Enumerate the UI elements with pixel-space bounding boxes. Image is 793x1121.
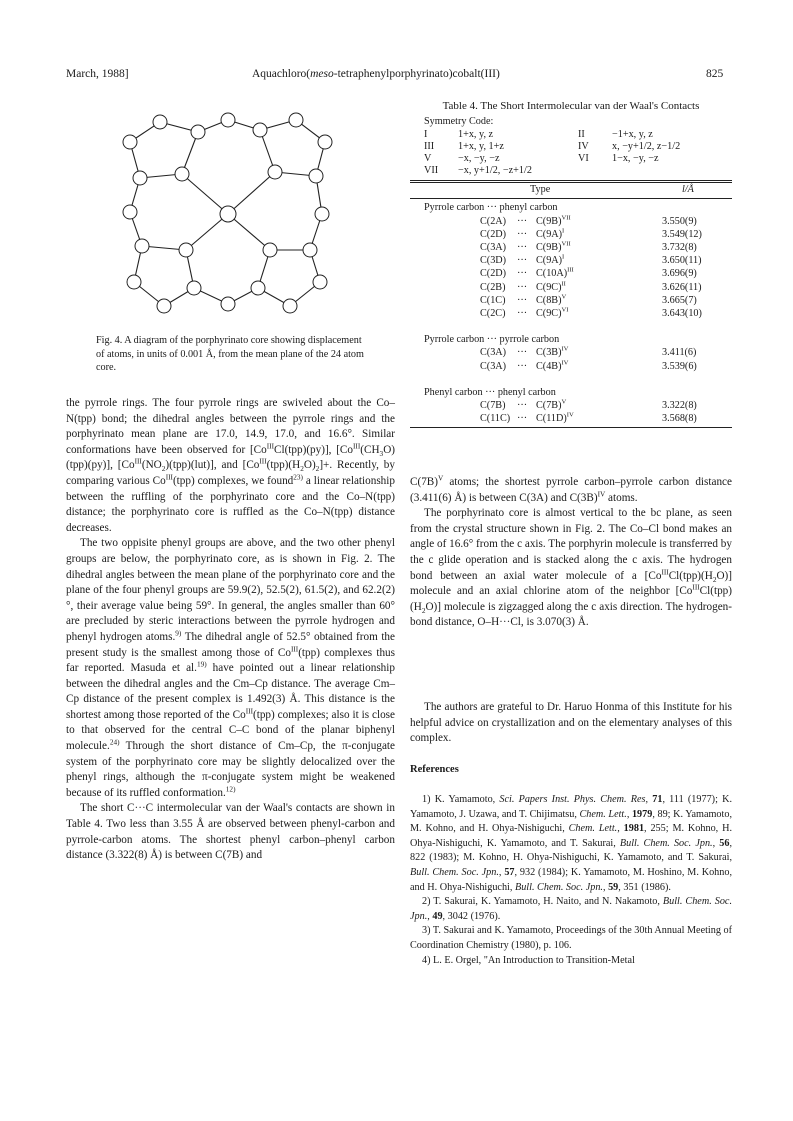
porphyrin-core-svg — [110, 100, 360, 332]
contact-dots: ··· — [517, 215, 528, 227]
contact-dots: ··· — [517, 281, 528, 293]
contact-dots: ··· — [517, 268, 528, 280]
contact-dots: ··· — [517, 413, 528, 425]
contact-dots: ··· — [517, 242, 528, 253]
col-distance-header: l/Å — [682, 184, 694, 196]
symmetry-code-title: Symmetry Code: — [424, 116, 494, 128]
symmetry-operation: 1−x, −y, −z — [612, 153, 659, 165]
contact-dots: ··· — [517, 360, 528, 372]
contact-distance: 3.539(6) — [662, 360, 697, 372]
symmetry-code: II — [578, 128, 585, 140]
col-type-header: Type — [530, 184, 551, 196]
acknowledgement: The authors are grateful to Dr. Haruo Honma of this Institute for his helpful advice on crystallization and on the elementary analyses of this complex. — [410, 701, 732, 745]
contact-dots: ··· — [517, 255, 528, 267]
atom-2: $C(9C)^{II}$ — [536, 280, 566, 293]
figure-4-caption: Fig. 4. A diagram of the porphyrinato core showing displacement of atoms, in units of 0.001 Å, from the mean plane of the 24 atom core. — [96, 335, 364, 374]
contact-group-title: Phenyl carbon ··· phenyl carbon — [424, 386, 556, 398]
symmetry-code-table — [424, 129, 732, 178]
reference-item: 4) L. E. Orgel, "An Introduction to Transition-Metal — [422, 954, 635, 966]
contact-row — [410, 360, 732, 373]
contact-group-title: Pyrrole carbon ··· pyrrole carbon — [424, 334, 560, 346]
table-4-title: Table 4. The Short Intermolecular van der Waal's Contacts — [442, 100, 700, 112]
page-number: 825 — [706, 68, 724, 80]
contact-row — [410, 412, 732, 425]
contact-row — [410, 294, 732, 307]
atom-1: C(11C) — [480, 413, 511, 425]
contact-dots: ··· — [517, 228, 528, 240]
atom-1: C(2B) — [480, 281, 506, 293]
contact-dots: ··· — [517, 294, 528, 306]
right-column-text — [410, 475, 732, 631]
atom-2: $C(9B)^{VII}$ — [536, 214, 571, 227]
atom-1: C(2D) — [480, 228, 507, 240]
contact-distance: 3.665(7) — [662, 294, 697, 306]
atom-1: C(2A) — [480, 215, 507, 227]
contact-row — [410, 307, 732, 320]
left-column-text — [66, 396, 395, 864]
paragraph: The porphyrinato core is almost vertical to the bc plane, as seen from the crystal structure shown in Fig. 2. The Co–Cl bond makes an angle of 16.6° from the c axis. The porphyrin molecule is transferred by the c glide operation and is stacked along the c axis. The hydrogen bond between an axial water molecule of a $[Co^{III}Cl(tpp)(H_2O)]$ molecule and an axial chlorine atom of the neighbor $[Co^{III}Cl(tpp)(H_2O)]$ molecule is zigzagged along the c axis direction. The hydrogen-bond distance, O–H···Cl, is 3.070(3) Å. — [410, 507, 732, 629]
contact-dots: ··· — [517, 399, 528, 411]
contact-dots: ··· — [517, 307, 528, 319]
running-head-left: March, 1988] — [66, 68, 129, 80]
symmetry-code — [578, 165, 612, 177]
contact-distance: 3.696(9) — [662, 268, 697, 280]
symmetry-code: VI — [578, 153, 589, 165]
atom-2: $C(10A)^{III}$ — [536, 266, 574, 280]
contact-row — [410, 215, 732, 228]
reference-item: 1) K. Yamamoto, Sci. Papers Inst. Phys. Chem. Res, 71, 111 (1977); K. Yamamoto, J. Uzawa, and T. Chijimatsu, Chem. Lett., 1979, 89; K. Yamamoto, M. Kohno, and H. Ohya-Nishiguchi, Chem. Lett., 1981, 255; M. Kohno, H. Ohya-Nishiguchi, K. Yamamoto, and T. Sakurai, Bull. Chem. Soc. Jpn., 56, 822 (1983); M. Kohno, H. Ohya-Nishiguchi, K. Yamamoto, and T. Sakurai, Bull. Chem. Soc. Jpn., 57, 932 (1984); K. Yamamoto, M. Hoshino, M. Kohno, and H. Ohya-Nishiguchi, Bull. Chem. Soc. Jpn., 59, 351 (1986). — [410, 794, 733, 893]
symmetry-code: VII — [424, 165, 439, 177]
contact-row — [410, 346, 732, 359]
contact-distance: 3.322(8) — [662, 399, 697, 411]
symmetry-operation: −x, −y, −z — [458, 153, 500, 165]
symmetry-row — [424, 141, 732, 153]
running-head-title: Aquachloro(meso-tetraphenylporphyrinato)cobalt(III) — [252, 68, 500, 80]
contact-row — [410, 267, 732, 280]
contact-distance: 3.650(11) — [662, 255, 702, 267]
atom-1: C(1C) — [480, 294, 506, 306]
paragraph: the pyrrole rings. The four pyrrole rings are swiveled about the Co–N(tpp) bond; the dihedral angles between the pyrrole rings and the porphyrinato mean plane are 17.0, 14.9, 17.0, and 16.6°. Similar conformations have been observed for $[Co^{III}Cl(tpp)(py)]$, $[Co^{III}(CH_3O)(tpp)(py)]$, $[Co^{III}(NO_2)(tpp)(lut)]$, and $[Co^{III}(tpp)(H_2O)_2]+$. Recently, by comparing various $Co^{III}(tpp)$ complexes, we found$^{23)}$ a linear relationship between the ruffling of the porphyrinato core and the Co–N(tpp) distance; the porphyrinato core is ruffled as the Co–N(tpp) distance decreases. — [66, 397, 395, 534]
atom-2: $C(7B)^V$ — [536, 398, 567, 411]
contact-group-title: Pyrrole carbon ··· phenyl carbon — [424, 202, 558, 214]
paragraph: $C(7B)^V$ atoms; the shortest pyrrole carbon–pyrrole carbon distance (3.411(6) Å) is between C(3A) and $C(3B)^{IV}$ atoms. — [410, 474, 732, 504]
contact-row — [410, 281, 732, 294]
atom-2: $C(11D)^{IV}$ — [536, 411, 574, 425]
contact-row — [410, 241, 732, 254]
table-4 — [410, 100, 732, 428]
contact-distance: 3.626(11) — [662, 281, 702, 293]
atom-2: $C(9B)^{VII}$ — [536, 240, 571, 253]
atom-2: $C(9A)^I$ — [536, 253, 565, 267]
symmetry-row — [424, 165, 732, 177]
atom-1: C(3A) — [480, 360, 507, 372]
references-heading: References — [410, 764, 459, 775]
symmetry-code: III — [424, 140, 435, 152]
atom-2: $C(8B)^V$ — [536, 293, 567, 306]
contact-distance: 3.568(8) — [662, 413, 697, 425]
symmetry-code: IV — [578, 140, 589, 152]
atom-1: C(2D) — [480, 268, 507, 280]
reference-item: 2) T. Sakurai, K. Yamamoto, H. Naito, and N. Nakamoto, Bull. Chem. Soc. Jpn., 49, 3042 (1976). — [410, 896, 732, 922]
symmetry-operation — [612, 165, 732, 177]
figure-4-diagram — [110, 100, 360, 332]
table-4-header-row — [410, 183, 732, 198]
atom-2: $C(3B)^{IV}$ — [536, 345, 569, 359]
symmetry-operation: −1+x, y, z — [612, 128, 653, 140]
symmetry-operation: −x, y+1/2, −z+1/2 — [458, 165, 532, 177]
contact-distance: 3.643(10) — [662, 307, 702, 319]
contact-distance: 3.549(12) — [662, 228, 702, 240]
symmetry-code: V — [424, 153, 432, 165]
atom-2: $C(4B)^{IV}$ — [536, 359, 569, 372]
symmetry-operation: x, −y+1/2, z−1/2 — [612, 140, 681, 152]
atom-2: $C(9A)^I$ — [536, 227, 565, 240]
reference-item: 3) T. Sakurai and K. Yamamoto, Proceedings of the 30th Annual Meeting of Coordination Chemistry (1980), p. 106. — [410, 925, 732, 951]
contact-row — [410, 399, 732, 412]
paragraph: The short C···C intermolecular van der Waal's contacts are shown in Table 4. Two less than 3.55 Å are observed between phenyl-carbon and pyrrole-carbon atoms. The shortest phenyl carbon–phenyl carbon distance (3.322(8) Å) is between C(7B) and — [66, 802, 395, 862]
symmetry-operation: 1+x, y, z — [458, 128, 494, 140]
atom-1: C(7B) — [480, 399, 506, 411]
contact-distance: 3.411(6) — [662, 347, 697, 359]
paragraph: The two oppisite phenyl groups are above, and the two other phenyl groups are below, the porphyrinato core, as is shown in Fig. 2. The dihedral angles between the mean plane of the porphyrinato core and the plane of the four phenyl groups are 59.9(2), 52.5(2), 61.5(2), and 62.2(2)°, their average value being 59°. In general, the angles smaller than 60° are precluded by steric interactions between the pyrrole hydrogen and phenyl hydrogen atoms.$^{9)}$ The dihedral angle of 52.5° obtained from the present study is the smallest among those of $Co^{III}(tpp)$ complexes thus far reported. Masuda et al.$^{19)}$ have pointed out a linear relationship between the dihedral angles and the Cm–Cp distance. The average Cm–Cp distance of the present complex is 1.492(3) Å. This distance is the shortest among those reported of the $Co^{III}(tpp)$ complexes; also it is close to that observed for the central C–C bond of the planar biphenyl molecule.$^{24)}$ Through the short distance of Cm–Cp, the π-conjugate system of the porphyrinato core may be slightly delocalized over the phenyl rings, although the π-conjugate system might be weakened because of its ruffled conformation.$^{12)}$ — [66, 537, 395, 799]
atom-1: C(3D) — [480, 255, 507, 267]
atom-1: C(3A) — [480, 242, 507, 253]
atom-1: C(3A) — [480, 347, 507, 359]
contact-distance: 3.550(9) — [662, 215, 697, 227]
references-list — [410, 793, 732, 968]
contact-row — [410, 254, 732, 267]
symmetry-code: I — [424, 128, 428, 140]
atom-2: $C(9C)^{VI}$ — [536, 306, 569, 319]
symmetry-row — [424, 129, 732, 141]
symmetry-row — [424, 153, 732, 165]
contact-row — [410, 228, 732, 241]
contact-distance: 3.732(8) — [662, 242, 697, 253]
contact-dots: ··· — [517, 347, 528, 359]
atom-1: C(2C) — [480, 307, 506, 319]
table-4-body — [410, 199, 732, 425]
symmetry-operation: 1+x, y, 1+z — [458, 140, 504, 152]
